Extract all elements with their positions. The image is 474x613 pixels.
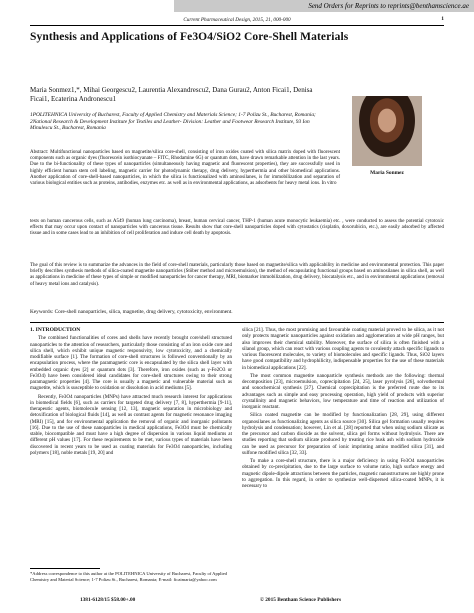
intro-heading: 1. INTRODUCTION xyxy=(30,327,81,333)
right-paragraph-4: To make a core-shell structure, there is a major deficiency in using Fe3O4 nanoparticles obtained by co-precipitation, due to the large surface to volume ratio, high surface energy and magnetic dipole-dipole attractions between the particles, magnetic nanostructures are highly prone to aggregation. In this regard, in order to synthesize well-dispersed silica-coated MNPs, it is necessary to xyxy=(242,458,444,489)
right-paragraph-1: silica [21]. Thus, the most promising and favourable coating material proved to be silica, as it not only protects magnetic nanoparticles against oxidation and agglomeration at wide pH ranges, but also improves their chemical stability. Moreover, the surface of silica is often finished with a silanol group, which can react with various coupling agents to covalently attach specific ligands to various fluorescent molecules, to variety of biomolecules and specific ligands. Thus, SiO2 layers have good compatibility and hydrophilicity, indispensable properties for the use of these materials in biomedical applications [22]. xyxy=(242,327,444,371)
section-rule xyxy=(30,322,444,323)
paper-title: Synthesis and Applications of Fe3O4/SiO2 Core-Shell Materials xyxy=(30,31,349,43)
footnote-rule xyxy=(30,568,100,569)
affiliations xyxy=(30,112,330,132)
affiliation-1: 1POLITEHNICA University of Bucharest, Faculty of Applied Chemistry and Materials Science; 1-7 Polizu St., Bucharest, Romania; xyxy=(30,112,316,118)
intro-paragraph-1: The combined functionalities of cores and shells have recently brought core/shell structured nanoparticles to the attention of researchers, particularly those consisting of an iron oxide core and silica shell, which exhibit unique magnetic responsivity, low cytotoxicity, and a chemically modifiable surface [1]. The formation of core-shell structures is followed conventionally by an encapsulation process, where the paramagnetic core is encapsulated by the silica shell layer with embedded organic dyes [2] or quantum dots [3]. Therefore, iron oxides (such as γ-Fe2O3 or Fe3O4) have been considered ideal candidates for core-shell structures owing to their strong paramagnetic properties [4]. The core is usually a magnetic and vulnerable material such as magnetite, which is susceptible to oxidation or dissolution in acid mediums [5]. xyxy=(30,335,232,392)
right-column xyxy=(242,327,444,491)
reprints-banner: Send Orders for Reprints to reprints@benthamscience.ae xyxy=(174,0,474,12)
footnote: *Address correspondence to this author at the POLITEHNICA University of Bucharest, Faculty of Applied Chemistry and Material Science; 1-7 Polizu St., Bucharest, Romania; E-mail: ficaimaria@yahoo.com xyxy=(30,571,227,582)
author-list: Maria Sonmez1,*, Mihai Georgescu2, Laurentia Alexandrescu2, Dana Gurau2, Anton Ficai1, Denisa Ficai1, Ecaterina Andronescu1 xyxy=(30,86,313,103)
abstract-continued: tests on human cancerous cells, such as A549 (human lung carcinoma), breast, human cervical cancer, THP-1 (human acute monocytic leukaemia) etc. , were conducted to assess the potential cytotoxic effects that may occur upon contact of nanoparticles with cancerous tissue. Results show that core-shell nanoparticles doped with cytostatics (cisplatin, doxorubicin, etc.), are easily adsorbed by affected tissue and in some cases lead to an inhibition of cell proliferation and induce cell death by apoptosis. xyxy=(30,219,444,237)
affiliation-2: 2National Research & Development Institute for Textiles and Leather- Division: Leather and Footwear Research Institute, 93 Ion Minulescu St., Bucharest, Romania xyxy=(30,118,310,132)
page-number: 1 xyxy=(441,16,444,22)
author-photo xyxy=(352,96,422,166)
footer-copyright: © 2015 Bentham Science Publishers xyxy=(260,597,342,603)
photo-caption: Maria Sonmez xyxy=(370,170,404,176)
keywords: Keywords: Core-shell nanoparticles, silica, magnetite, drug delivery, cytotoxicity, environment. xyxy=(30,309,233,315)
header-rule xyxy=(30,25,444,26)
left-column xyxy=(30,327,232,458)
intro-paragraph-2: Recently, Fe3O4 nanoparticles (MNPs) have attracted much research interest for applications in biomedical fields [6], such as carriers for targeted drug delivery [7, 8], hyperthermia [9-11], therapeutic agents, biomolecule sensing [12, 13], magnetic separation in microbiology and detoxification of biological fluids [14], as well as contrast agents for magnetic resonance imaging (MRI) [15], and for environmental application the removal of organic and inorganic pollutants [16]. Due to the use of these nanoparticles in medical applications, Fe3O4 must be chemically stable, biocompatible and must have a high degree of dispersion in various liquid mediums at different pH values [17]. For these requirements to be met, various types of materials have been discovered in recent years to be used as coating materials for Fe3O4 nanoparticles, including polymers [18], noble metals [19, 20] and xyxy=(30,393,232,456)
abstract-text: Abstract: Multifunctional nanoparticles based on magnetite/silica core-shell, consisting of iron oxides coated with silica matrix doped with fluorescent components such as organic dyes (fluorescein isothiocyanate – FITC, Rhodamine 6G) or quantum dots, have drawn remarkable attention in the last years. Due to the bi-functionality of these types of nanoparticles (simultaneously having magnetic and fluorescent properties), they are successfully used in highly efficient human stem cell labeling, magnetic carrier for photodynamic therapy, drug delivery, hyperthermia and other biomedical applications. Another application of core-shell-based nanoparticles, in which the silica is functionalized with aminosilanes, is for immobilization and separation of various biological entities such as proteins, antibodies, enzymes etc. as well as in environmental applications, as adsorbents for heavy metal ions. In vitro xyxy=(30,150,340,187)
abstract-goal: The goal of this review is to summarize the advances in the field of core-shell materials, particularly those based on magnetite/silica with applicability in medicine and environmental protection. This paper briefly describes synthesis methods of silica-coated magnetite nanoparticles (Stöber method and microemulsion), the method of encapsulating functional groups based on aminosilanes in silica shell, as well as applications in medicine of these types of simple or modified nanoparticles for cancer therapy, MRI, biomarker immobilization, drug delivery, biocatalysis etc., and in environmental applications (removal of heavy metal ions and catalysis). xyxy=(30,263,444,287)
right-paragraph-2: The most common magnetite nanoparticle synthesis methods are the following: thermal decomposition [23], microemulsion, coprecipitation [24, 25], laser pyrolysis [26], solvothermal and sonochemical synthesis [27]. Chemical coprecipitation is the preferred route due to its advantages such as simple and easy processing operation, high yield of products with superior crystallinity and magnetic behaviors, low temperature and time of reaction and utilization of inorganic reactant. xyxy=(242,372,444,410)
footer-issn: 1381-6128/15 $58.00+.00 xyxy=(80,597,136,603)
journal-citation: Current Pharmaceutical Design, 2015, 21, 000-000 xyxy=(183,17,291,23)
right-paragraph-3: Silica coated magnetite can be modified by functionalization [28, 29], using different organosilanes as functionalizing agents as silica source [30]. Silica gel formation usually requires hydrolysis and condensation; however, Lin et al. [28] reported that when using sodium silicate as the precursor and carbon dioxide as the solvent, silica gel forms without hydrolysis. There are studies reporting that sodium silicate produced by treating rice husk ash with sodium hydroxide can be used as precursor for preparation of ionic imprinting amino modified silica [31], and sulfone modified silica [32, 33]. xyxy=(242,412,444,456)
